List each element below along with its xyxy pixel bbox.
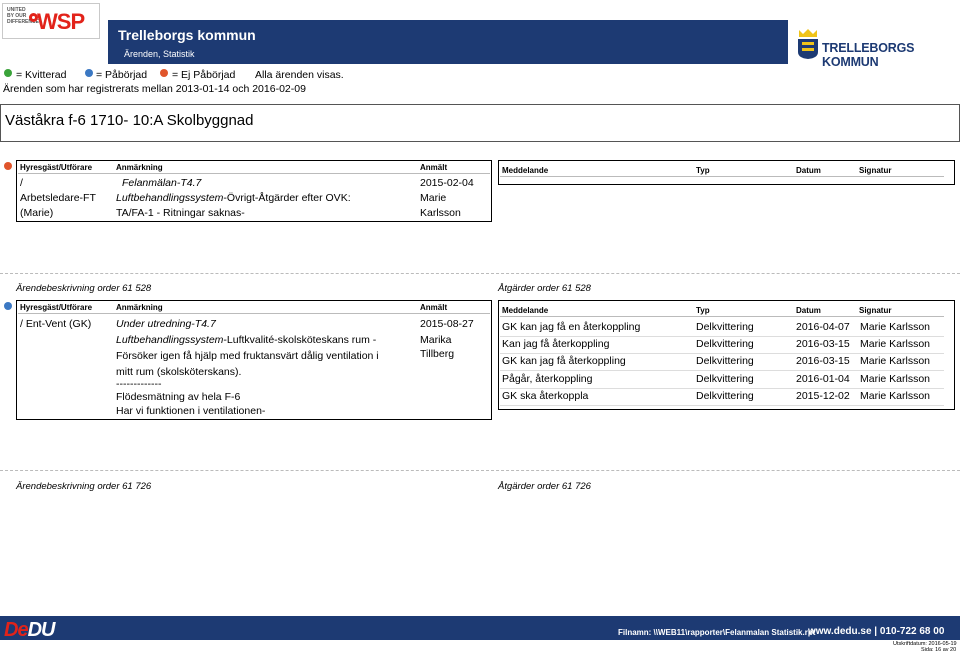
col-anmarkning: Anmärkning [116, 163, 163, 172]
project-title: Väståkra f-6 1710- 10:A Skolbyggnad [5, 112, 254, 129]
trelleborg-logo-text: TRELLEBORGS KOMMUN [822, 41, 915, 69]
atgarder-signatur: Marie Karlsson [860, 372, 931, 385]
page-title: Trelleborgs kommun [118, 27, 256, 43]
atgarder-typ: Delkvittering [696, 372, 754, 385]
atgarder-meddelande: GK ska återkoppla [502, 389, 589, 402]
anmalt-date: 2015-08-27 [420, 318, 474, 330]
anmalt-by: Marika [420, 334, 452, 346]
status-ej-paborjad-icon [4, 162, 12, 170]
page-number: Sida: 16 av 20 [921, 647, 957, 653]
row-divider [500, 353, 944, 354]
row-divider [500, 405, 944, 406]
anmalt-by: Karlsson [420, 207, 461, 219]
header-divider [18, 173, 490, 174]
anmalt-date: 2015-02-04 [420, 177, 474, 189]
atgarder-typ: Delkvittering [696, 321, 754, 333]
header-divider [18, 313, 490, 314]
atgarder-label: Åtgärder order 61 726 [498, 481, 591, 492]
anmarkning-line: Har vi funktionen i ventilationen- [116, 405, 266, 417]
row-divider [500, 388, 944, 389]
wsp-logo-text: WSP [37, 9, 85, 34]
col-hyresgast: Hyresgäst/Utförare [20, 303, 93, 312]
legend-note: Alla ärenden visas. [255, 69, 344, 81]
beskrivning-label: Ärendebeskrivning order 61 528 [16, 283, 152, 294]
col-meddelande: Meddelande [502, 306, 549, 315]
dedu-logo-du: DU [27, 619, 55, 641]
col-meddelande: Meddelande [502, 166, 549, 175]
atgarder-meddelande: Kan jag få återkoppling [502, 338, 610, 351]
col-anmalt: Anmält [420, 303, 448, 312]
anmalt-by: Marie [420, 192, 447, 204]
col-datum: Datum [796, 306, 821, 315]
atgarder-datum: 2016-03-15 [796, 355, 850, 368]
wsp-logo [2, 3, 100, 39]
section-divider [0, 273, 960, 274]
legend-ej-paborjad: = Ej Påbörjad [172, 69, 236, 81]
col-signatur: Signatur [859, 306, 892, 315]
status-paborjad-icon [4, 302, 12, 310]
anmarkning-line: Felanmälan-T4.7 [122, 177, 202, 189]
anmarkning-line: Luftbehandlingssystem-Luftkvalité-skolsköteskans rum - [116, 334, 377, 346]
col-anmalt: Anmält [420, 163, 448, 172]
anmarkning-line: Försöker igen få hjälp med fruktansvärt dålig ventilation i [116, 350, 379, 362]
atgarder-signatur: Marie Karlsson [860, 389, 931, 402]
hyresgast-line: / [20, 177, 23, 189]
col-signatur: Signatur [859, 166, 892, 175]
status-ej-paborjad-icon [160, 69, 168, 77]
dedu-logo-de: De [4, 619, 28, 641]
dedu-logo [4, 619, 54, 642]
section-divider [0, 470, 960, 471]
anmarkning-line: Luftbehandlingssystem-Övrigt-Åtgärder efter OVK: [116, 192, 351, 204]
footer-filename: Filnamn: \\WEB11\rapporter\Felanmalan Statistik.rpt [618, 628, 816, 637]
header-divider [500, 316, 944, 317]
col-datum: Datum [796, 166, 821, 175]
hyresgast-line: (Marie) [20, 207, 54, 219]
atgarder-meddelande: GK kan jag få återkoppling [502, 355, 626, 368]
legend-kvitterad: = Kvitterad [16, 69, 67, 81]
col-typ: Typ [696, 306, 710, 315]
atgarder-signatur: Marie Karlsson [860, 321, 931, 333]
atgarder-meddelande: Pågår, återkoppling [502, 372, 593, 385]
anmalt-by: Tillberg [420, 348, 455, 360]
anmarkning-line: Under utredning-T4.7 [116, 318, 216, 330]
atgarder-signatur: Marie Karlsson [860, 355, 931, 368]
status-kvitterad-icon [4, 69, 12, 77]
hyresgast-line: Arbetsledare-FT [20, 192, 96, 204]
header-divider [500, 176, 944, 177]
atgarder-datum: 2015-12-02 [796, 389, 850, 402]
anmarkning-line: ------------- [116, 378, 162, 390]
atgarder-signatur: Marie Karlsson [860, 338, 931, 351]
page-subtitle: Ärenden, Statistik [124, 49, 195, 59]
atgarder-typ: Delkvittering [696, 338, 754, 351]
print-date: Utskriftdatum: 2016-05-19 [893, 641, 957, 647]
atgarder-datum: 2016-01-04 [796, 372, 850, 385]
hyresgast-line: / Ent-Vent (GK) [20, 318, 92, 330]
crown-crest-icon [797, 28, 819, 60]
date-range-info: Ärenden som har registrerats mellan 2013-01-14 och 2016-02-09 [3, 83, 306, 95]
atgarder-meddelande: GK kan jag få en återkoppling [502, 321, 641, 333]
atgarder-datum: 2016-04-07 [796, 321, 850, 333]
legend-paborjad: = Påbörjad [96, 69, 148, 81]
col-typ: Typ [696, 166, 710, 175]
footer-contact: www.dedu.se | 010-722 68 00 [808, 626, 945, 637]
beskrivning-label: Ärendebeskrivning order 61 726 [16, 481, 152, 492]
atgarder-label: Åtgärder order 61 528 [498, 283, 591, 294]
wsp-tagline: UNITED BY OUR DIFFERENCE [7, 7, 39, 25]
status-paborjad-icon [85, 69, 93, 77]
atgarder-datum: 2016-03-15 [796, 338, 850, 351]
anmarkning-line: mitt rum (skolsköterskans). [116, 366, 242, 378]
anmarkning-line: Flödesmätning av hela F-6 [116, 391, 241, 403]
atgarder-typ: Delkvittering [696, 389, 754, 402]
col-anmarkning: Anmärkning [116, 303, 163, 312]
col-hyresgast: Hyresgäst/Utförare [20, 163, 93, 172]
atgarder-typ: Delkvittering [696, 355, 754, 368]
row-divider [500, 336, 944, 337]
row-divider [500, 370, 944, 371]
anmarkning-line: TA/FA-1 - Ritningar saknas- [116, 207, 245, 219]
